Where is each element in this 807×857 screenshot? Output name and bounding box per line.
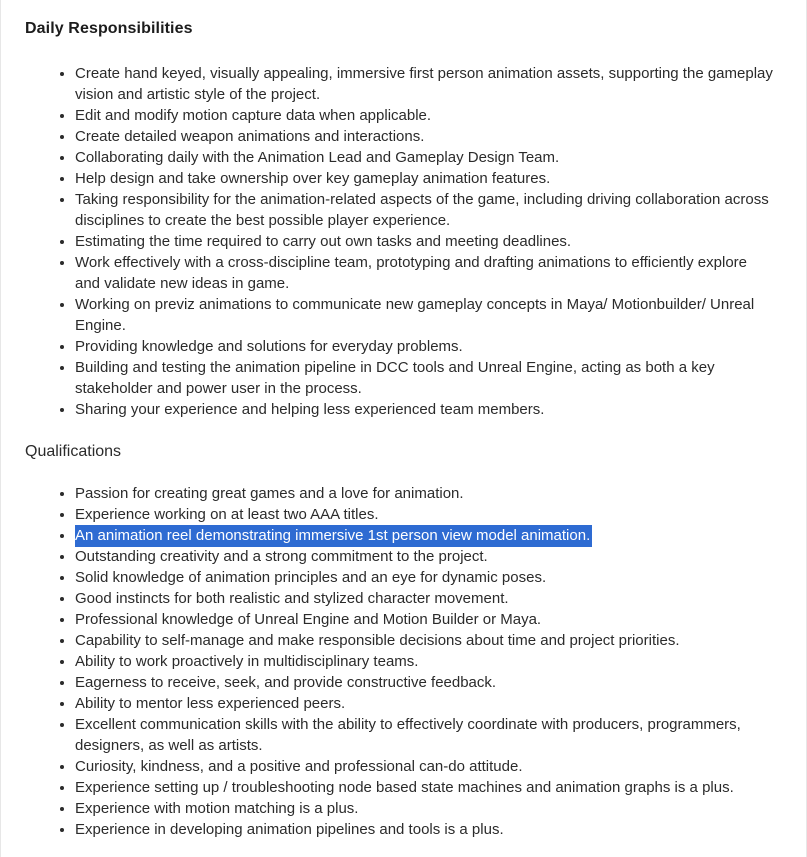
list-item: • Ability to mentor less experienced peers. <box>75 693 775 714</box>
section-heading-daily-responsibilities: Daily Responsibilities <box>25 20 193 37</box>
list-item: • Eagerness to receive, seek, and provide constructive feedback. <box>75 672 775 693</box>
list-item: • Experience with motion matching is a plus. <box>75 798 775 819</box>
responsibilities-list <box>25 63 775 420</box>
list-item: • Working on previz animations to communicate new gameplay concepts in Maya/ Motionbuilder/ Unreal Engine. <box>75 294 775 336</box>
list-item: • Ability to work proactively in multidisciplinary teams. <box>75 651 775 672</box>
qualifications-list <box>25 483 775 840</box>
list-item: • Experience in developing animation pipelines and tools is a plus. <box>75 819 775 840</box>
list-item: • Professional knowledge of Unreal Engine and Motion Builder or Maya. <box>75 609 775 630</box>
selected-text-highlight: An animation reel demonstrating immersive 1st person view model animation. <box>75 525 592 547</box>
list-item: • Experience setting up / troubleshooting node based state machines and animation graphs is a plus. <box>75 777 775 798</box>
list-item: • Solid knowledge of animation principles and an eye for dynamic poses. <box>75 567 775 588</box>
list-item: • Collaborating daily with the Animation Lead and Gameplay Design Team. <box>75 147 775 168</box>
list-item: • Create detailed weapon animations and interactions. <box>75 126 775 147</box>
list-item <box>75 525 775 546</box>
list-item: • Taking responsibility for the animation-related aspects of the game, including driving collaboration across disciplines to create the best possible player experience. <box>75 189 775 231</box>
list-item: • Building and testing the animation pipeline in DCC tools and Unreal Engine, acting as both a key stakeholder and power user in the process. <box>75 357 775 399</box>
list-item: • Capability to self-manage and make responsible decisions about time and project priorities. <box>75 630 775 651</box>
list-item: • Estimating the time required to carry out own tasks and meeting deadlines. <box>75 231 775 252</box>
list-item: • Curiosity, kindness, and a positive and professional can-do attitude. <box>75 756 775 777</box>
list-item: • Edit and modify motion capture data when applicable. <box>75 105 775 126</box>
list-item: • Experience working on at least two AAA titles. <box>75 504 775 525</box>
list-item: • Create hand keyed, visually appealing, immersive first person animation assets, supporting the gameplay vision and artistic style of the project. <box>75 63 775 105</box>
list-item: • Excellent communication skills with the ability to effectively coordinate with producers, programmers, designers, as well as artists. <box>75 714 775 756</box>
list-item: • Passion for creating great games and a love for animation. <box>75 483 775 504</box>
list-item: • Outstanding creativity and a strong commitment to the project. <box>75 546 775 567</box>
list-item: • Good instincts for both realistic and stylized character movement. <box>75 588 775 609</box>
list-item: • Sharing your experience and helping less experienced team members. <box>75 399 775 420</box>
section-heading-qualifications: Qualifications <box>25 443 122 460</box>
list-item: • Work effectively with a cross-discipline team, prototyping and drafting animations to efficiently explore and validate new ideas in game. <box>75 252 775 294</box>
list-item: • Providing knowledge and solutions for everyday problems. <box>75 336 775 357</box>
list-item: • Help design and take ownership over key gameplay animation features. <box>75 168 775 189</box>
